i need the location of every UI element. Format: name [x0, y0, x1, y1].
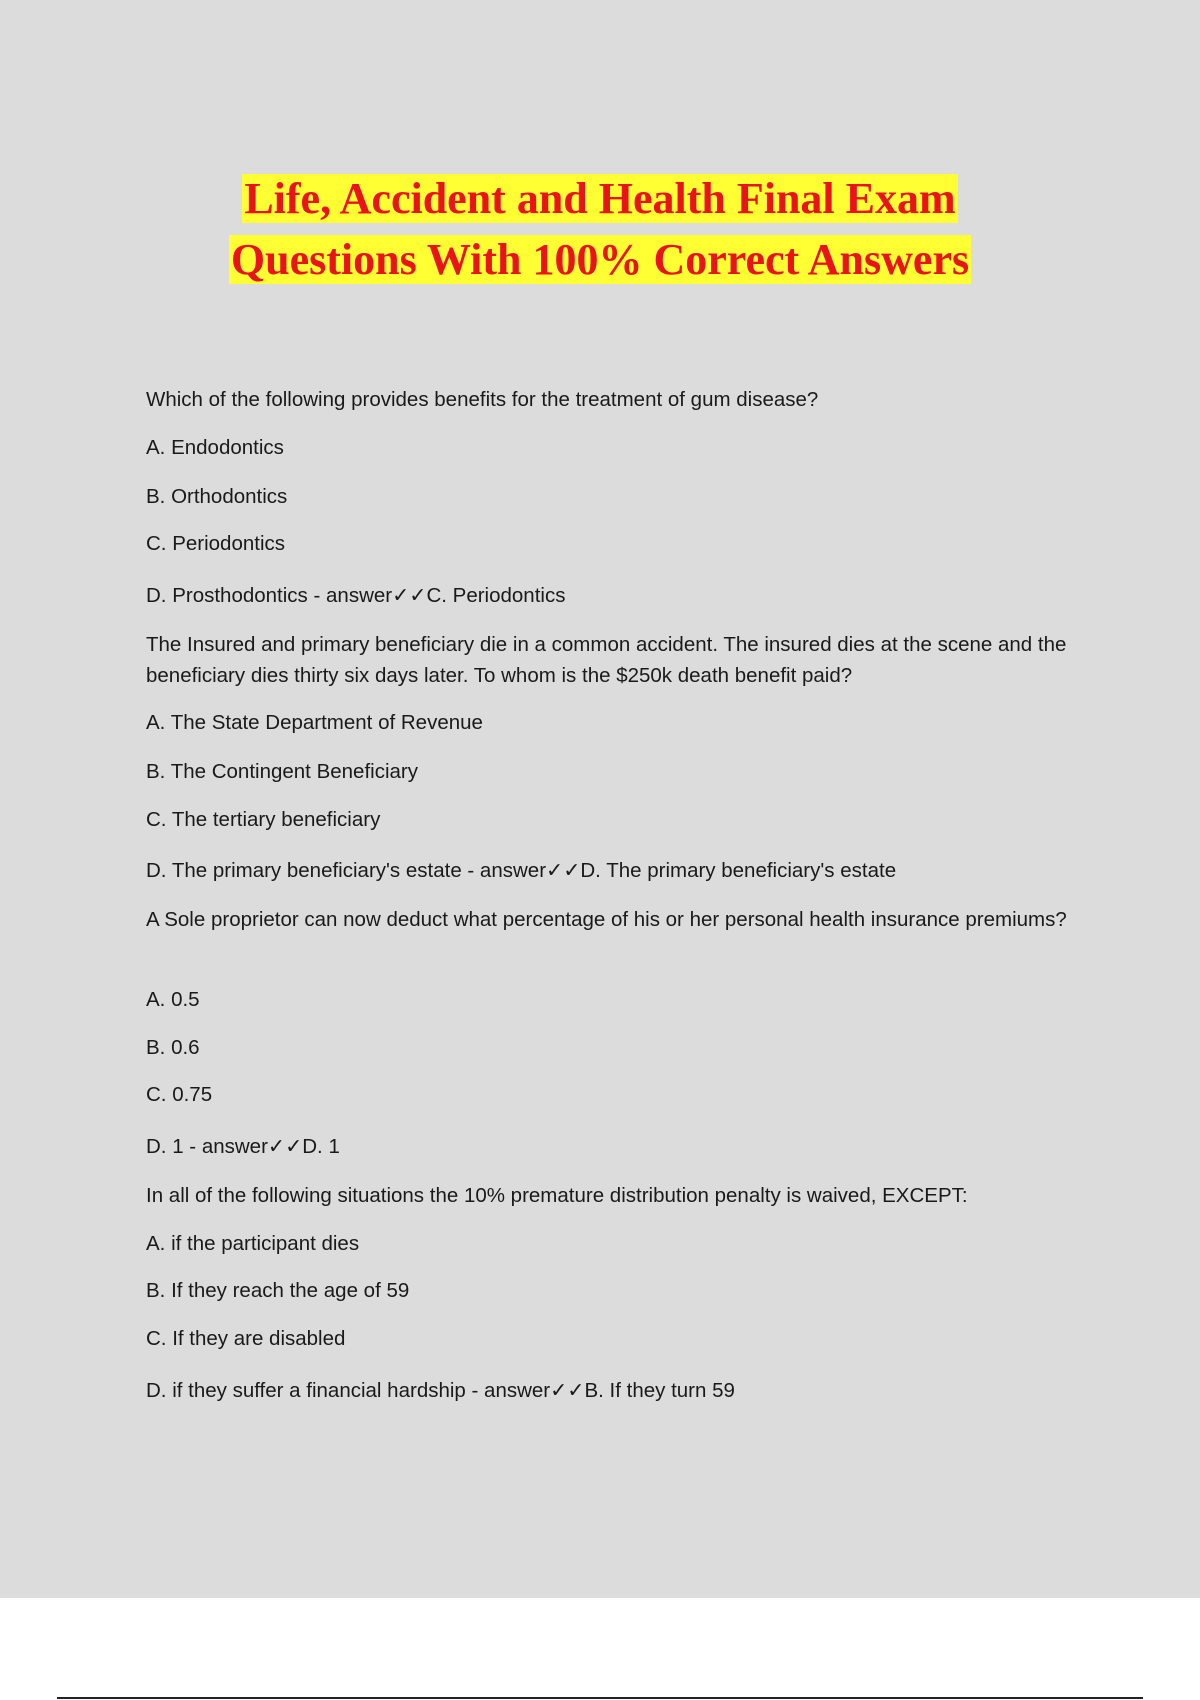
- question-4-option-a: A. if the participant dies: [146, 1232, 360, 1255]
- question-2-option-a: A. The State Department of Revenue: [146, 711, 483, 734]
- question-1-option-d-answer: D. Prosthodontics - answer✓✓C. Periodontics: [146, 584, 566, 607]
- question-2-option-d-answer: D. The primary beneficiary's estate - answer✓✓D. The primary beneficiary's estate: [146, 859, 897, 882]
- document-title: [0, 168, 1200, 290]
- title-line-1: Life, Accident and Health Final Exam: [244, 174, 956, 223]
- question-1-option-a: A. Endodontics: [146, 436, 284, 459]
- footer-divider: [57, 1697, 1143, 1699]
- question-2-option-b: B. The Contingent Beneficiary: [146, 760, 418, 783]
- question-4-text: In all of the following situations the 10% premature distribution penalty is waived, EXCEPT:: [146, 1184, 968, 1207]
- question-3-option-d-answer: D. 1 - answer✓✓D. 1: [146, 1135, 340, 1158]
- question-4-option-d-answer: D. if they suffer a financial hardship - answer✓✓B. If they turn 59: [146, 1379, 735, 1402]
- question-4-option-b: B. If they reach the age of 59: [146, 1279, 410, 1302]
- question-1-option-c: C. Periodontics: [146, 532, 286, 555]
- question-3-text: A Sole proprietor can now deduct what percentage of his or her personal health insurance premiums?: [146, 908, 1067, 931]
- question-3-option-b: B. 0.6: [146, 1036, 200, 1059]
- question-1-text: Which of the following provides benefits for the treatment of gum disease?: [146, 388, 819, 411]
- question-4-option-c: C. If they are disabled: [146, 1327, 346, 1350]
- question-2-option-c: C. The tertiary beneficiary: [146, 808, 381, 831]
- title-line-2: Questions With 100% Correct Answers: [230, 235, 970, 284]
- question-3-option-c: C. 0.75: [146, 1083, 213, 1106]
- question-1-option-b: B. Orthodontics: [146, 485, 288, 508]
- question-3-option-a: A. 0.5: [146, 988, 200, 1011]
- question-2-text: The Insured and primary beneficiary die in a common accident. The insured dies at the scene and the beneficiary dies thirty six days later. To whom is the $250k death benefit paid?: [146, 633, 1067, 687]
